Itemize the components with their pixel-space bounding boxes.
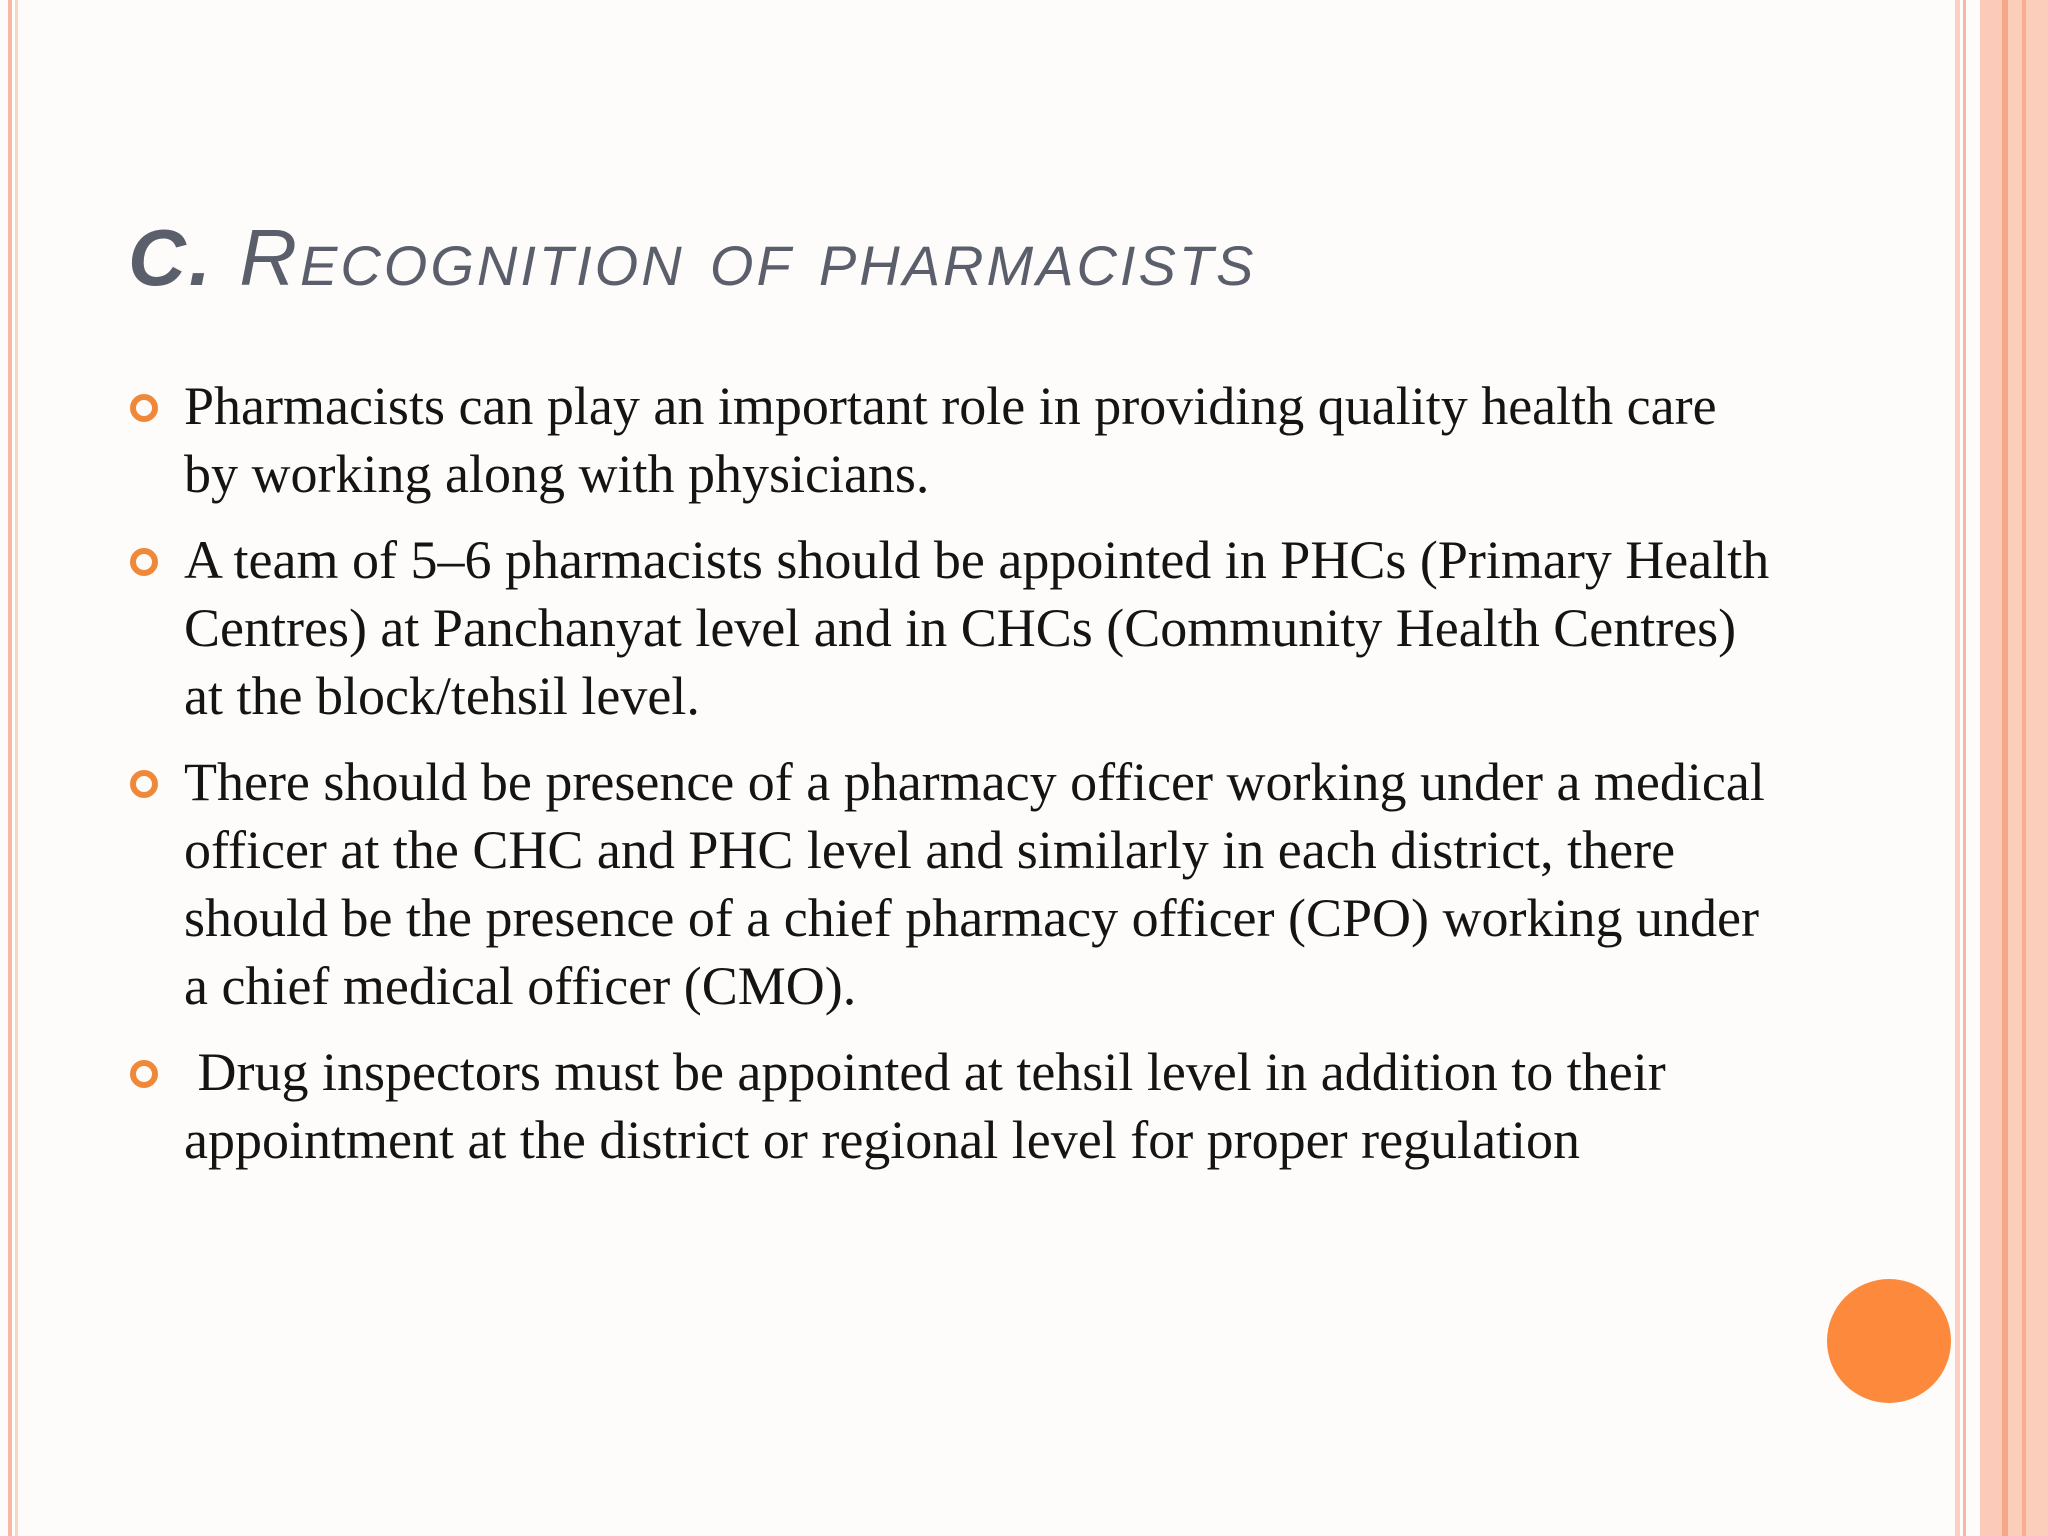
bullet-list xyxy=(130,372,1770,1192)
ring-bullet-icon xyxy=(130,394,158,422)
bullet-text: Drug inspectors must be appointed at tehsil level in addition to their appointment at the district or regional level for proper regulation xyxy=(184,1042,1680,1170)
right-border-stripe xyxy=(1963,0,1966,1536)
slide-title xyxy=(128,212,1256,304)
right-border-band xyxy=(2008,0,2048,1536)
bullet-text: Pharmacists can play an important role in providing quality health care by working along with physicians. xyxy=(184,376,1717,504)
left-border-stripe xyxy=(8,0,12,1536)
orange-circle-decoration xyxy=(1827,1279,1951,1403)
title-prefix: C. xyxy=(128,213,214,302)
bullet-item xyxy=(130,372,1770,508)
bullet-item xyxy=(130,1038,1770,1174)
right-border-stripe xyxy=(1955,0,1960,1536)
ring-bullet-icon xyxy=(130,1060,158,1088)
left-border-stripe-inner xyxy=(15,0,18,1536)
bullet-text: A team of 5–6 pharmacists should be appointed in PHCs (Primary Health Centres) at Panchanyat level and in CHCs (Community Health Centres) at the block/tehsil level. xyxy=(184,530,1770,726)
ring-bullet-icon xyxy=(130,548,158,576)
right-border-band xyxy=(1980,0,2002,1536)
bullet-item xyxy=(130,526,1770,730)
bullet-item xyxy=(130,748,1770,1020)
bullet-text: There should be presence of a pharmacy officer working under a medical officer at the CHC and PHC level and similarly in each district, there should be the presence of a chief pharmacy officer (CPO) working under a chief medical officer (CMO). xyxy=(184,752,1765,1016)
title-text: Recognition of pharmacists xyxy=(239,213,1257,302)
ring-bullet-icon xyxy=(130,770,158,798)
right-border-stripe xyxy=(2022,0,2026,1536)
